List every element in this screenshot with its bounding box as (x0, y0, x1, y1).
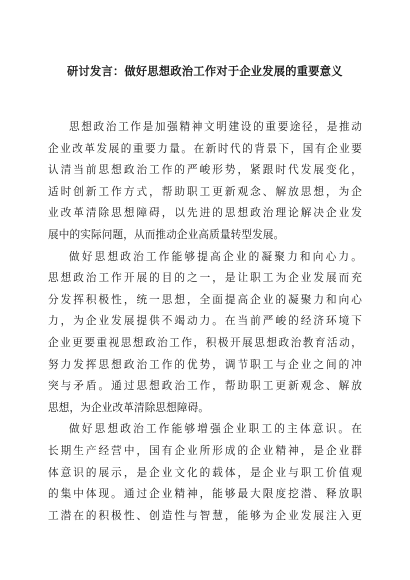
paragraph-line: 企业更要重视思想政治工作，积极开展思想政治教育活动， (48, 336, 362, 349)
paragraph (48, 419, 362, 527)
paragraph-line: 企业改革发展的重要力量。在新时代的背景下，国有企业要 (48, 142, 362, 155)
paragraph-line: 长期生产经营中，国有企业所形成的企业精神，是企业群 (48, 444, 362, 457)
paragraph-line: 做好思想政治工作能够提高企业的凝聚力和向心力。 (69, 250, 362, 263)
paragraph-line: 力，为企业发展提供不竭动力。在当前严峻的经济环境下 (48, 315, 362, 328)
paragraph-line: 工潜在的积极性、创造性与智慧，能够为企业发展注入更 (48, 509, 362, 522)
paragraph-line: 思想政治工作是加强精神文明建设的重要途径，是推动 (69, 121, 362, 133)
paragraph-line: 展中的实际问题，从而推动企业高质量转型发展。 (48, 228, 285, 241)
document-title: 研讨发言：做好思想政治工作对于企业发展的重要意义 (67, 65, 343, 78)
paragraph-line: 做好思想政治工作能够增强企业职工的主体意识。在 (69, 423, 362, 436)
paragraph-line: 的集中体现。通过企业精神，能够最大限度挖潜、释放职 (48, 488, 362, 501)
paragraph-line: 思想，为企业改革清除思想障碍。 (48, 401, 210, 414)
paragraph (48, 117, 362, 247)
paragraph-line: 分发挥积极性，统一思想，全面提高企业的凝聚力和向心 (48, 293, 362, 306)
paragraph-line: 体意识的展示，是企业文化的载体，是企业与职工价值观 (48, 466, 362, 479)
paragraph-line: 业改革清除思想障碍，以先进的思想政治理论解决企业发 (48, 207, 362, 220)
document-body (48, 117, 362, 527)
paragraph-line: 思想政治工作开展的目的之一，是让职工为企业发展而充 (48, 272, 362, 285)
paragraph-line: 努力发挥思想政治工作的优势，调节职工与企业之间的冲 (48, 358, 362, 371)
paragraph-line: 适时创新工作方式，帮助职工更新观念、解放思想，为企 (48, 185, 362, 198)
paragraph-line: 认清当前思想政治工作的严峻形势，紧跟时代发展变化， (48, 164, 362, 177)
paragraph-line: 突与矛盾。通过思想政治工作，帮助职工更新观念、解放 (48, 380, 362, 393)
paragraph (48, 247, 362, 420)
